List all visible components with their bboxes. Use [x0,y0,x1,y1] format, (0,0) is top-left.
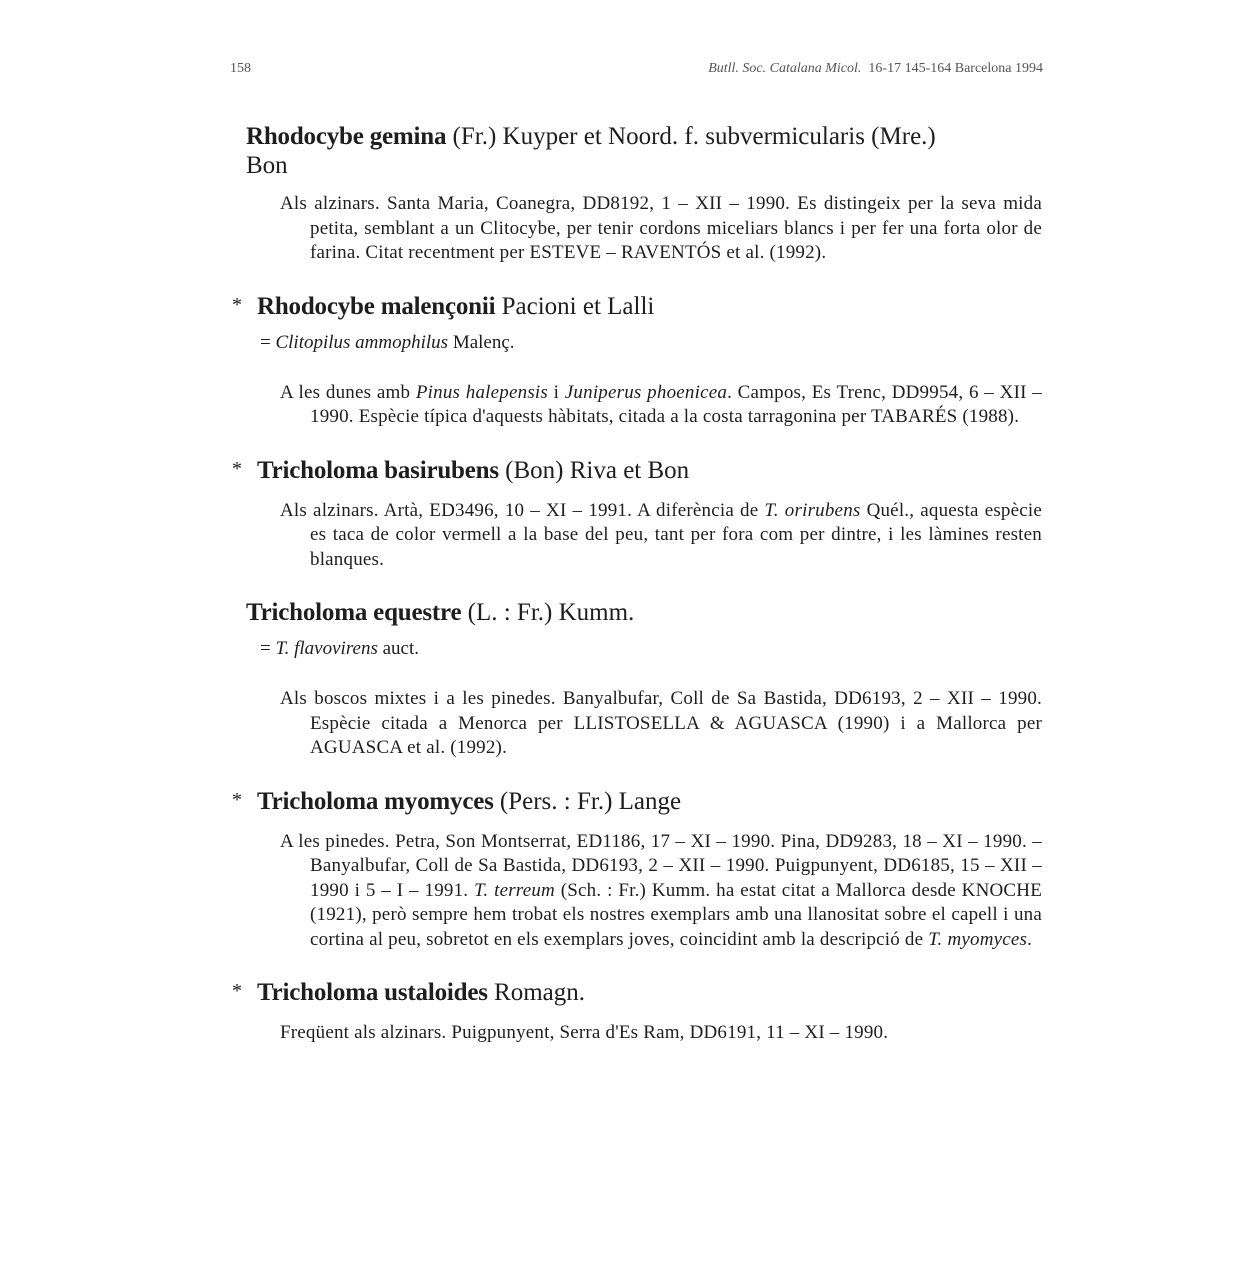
species-name: Rhodocybe gemina [246,123,447,150]
species-author: (Fr.) Kuyper et Noord. f. subvermicularis (Mre.) [446,123,936,150]
species-description: Als alzinars. Santa Maria, Coanegra, DD8192, 1 – XII – 1990. Es distingeix per la seva mida petita, semblant a un Clitocybe, per tenir cordons miceliars blancs i per fer una forta olor de farina. Citat recentment per ESTEVE – RAVENTÓS et al. (1992). [280,193,1042,263]
species-name: Tricholoma basirubens [257,456,499,484]
description-text: Quél., aquesta espècie es taca de color vermell a la base del peu, tant per fora com per dintre, i les làmines resten blanques. [310,499,1043,570]
species-description [280,830,1042,953]
new-record-asterisk: * [232,457,242,480]
species-description: Freqüent als alzinars. Puigpunyent, Serra d'Es Ram, DD6191, 11 – XI – 1990. [280,1022,889,1043]
species-author: Pacioni et Lalli [495,292,655,320]
species-author: (Pers. : Fr.) Lange [493,787,682,815]
synonym-author: auct. [377,638,420,659]
synonym-line [260,637,1042,661]
synonym-line [260,331,1042,355]
journal-name: Butll. Soc. Catalana Micol. [708,61,862,76]
journal-citation [708,61,1043,77]
new-record-asterisk: * [232,788,242,811]
species-author-continued: Bon [246,152,288,179]
species-heading [230,456,1042,485]
description-text: . [1027,928,1033,950]
description-text: i [548,381,565,403]
description-text: Als alzinars. Artà, ED3496, 10 – XI – 1991. A diferència de [280,499,765,521]
species-author: Romagn. [487,979,585,1006]
species-name: Tricholoma ustaloides [257,979,488,1006]
italic-taxon: T. orirubens [764,499,861,521]
italic-taxon: T. myomyces [928,928,1028,950]
page-number: 158 [230,61,251,76]
new-record-asterisk: * [232,293,242,316]
description-text: A les dunes amb [280,381,416,403]
italic-taxon: Juniperus phoenicea [564,381,728,403]
species-description [280,381,1042,430]
italic-taxon: T. terreum [474,879,555,901]
species-heading [230,787,1042,816]
article-body [230,122,1042,1046]
species-description: Als boscos mixtes i a les pinedes. Banyalbufar, Coll de Sa Bastida, DD6193, 2 – XII – 1990. Espècie citada a Menorca per LLISTOSELLA & AGUASCA (1990) i a Mallorca per AGUASCA et al. (1992). [280,688,1042,758]
species-heading [230,978,1042,1007]
species-name: Rhodocybe malençonii [257,292,496,320]
new-record-asterisk: * [232,980,242,1002]
species-heading [230,122,1042,180]
synonym-equals: = [260,638,276,659]
synonym-name: T. flavovirens [275,638,378,659]
synonym-author: Malenç. [448,331,515,353]
species-name: Tricholoma equestre [246,599,462,626]
species-author: (Bon) Riva et Bon [498,456,690,484]
species-heading [230,292,1042,321]
species-author: (L. : Fr.) Kumm. [461,599,635,626]
volume-pages: 16-17 145-164 Barcelona 1994 [868,61,1043,76]
description-text: (Sch. : Fr.) Kumm. ha estat citat a Mallorca desde KNOCHE (1921), però sempre hem trobat els nostres exemplars amb una llanositat sobre el capell i una cortina al peu, sobretot en els exemplars joves, coincidint amb la descripció de [310,879,1043,950]
description-text: . Campos, Es Trenc, DD9954, 6 – XII – 1990. Espècie típica d'aquests hàbitats, citada a la costa tarragonina per TABARÉS (1988). [310,381,1042,427]
italic-taxon: Pinus halepensis [415,381,548,403]
synonym-name: Clitopilus ammophilus [275,331,449,353]
description-text: A les pinedes. Petra, Son Montserrat, ED1186, 17 – XI – 1990. Pina, DD9283, 18 – XI – 1990. – Banyalbufar, Coll de Sa Bastida, DD6193, 2 – XII – 1990. Puigpunyent, DD6185, 15 – XII – 1990 i 5 – I – 1991. [280,830,1042,901]
species-name: Tricholoma myomyces [257,787,494,815]
species-description [280,499,1042,573]
synonym-equals: = [260,331,276,353]
species-heading [230,598,1042,627]
